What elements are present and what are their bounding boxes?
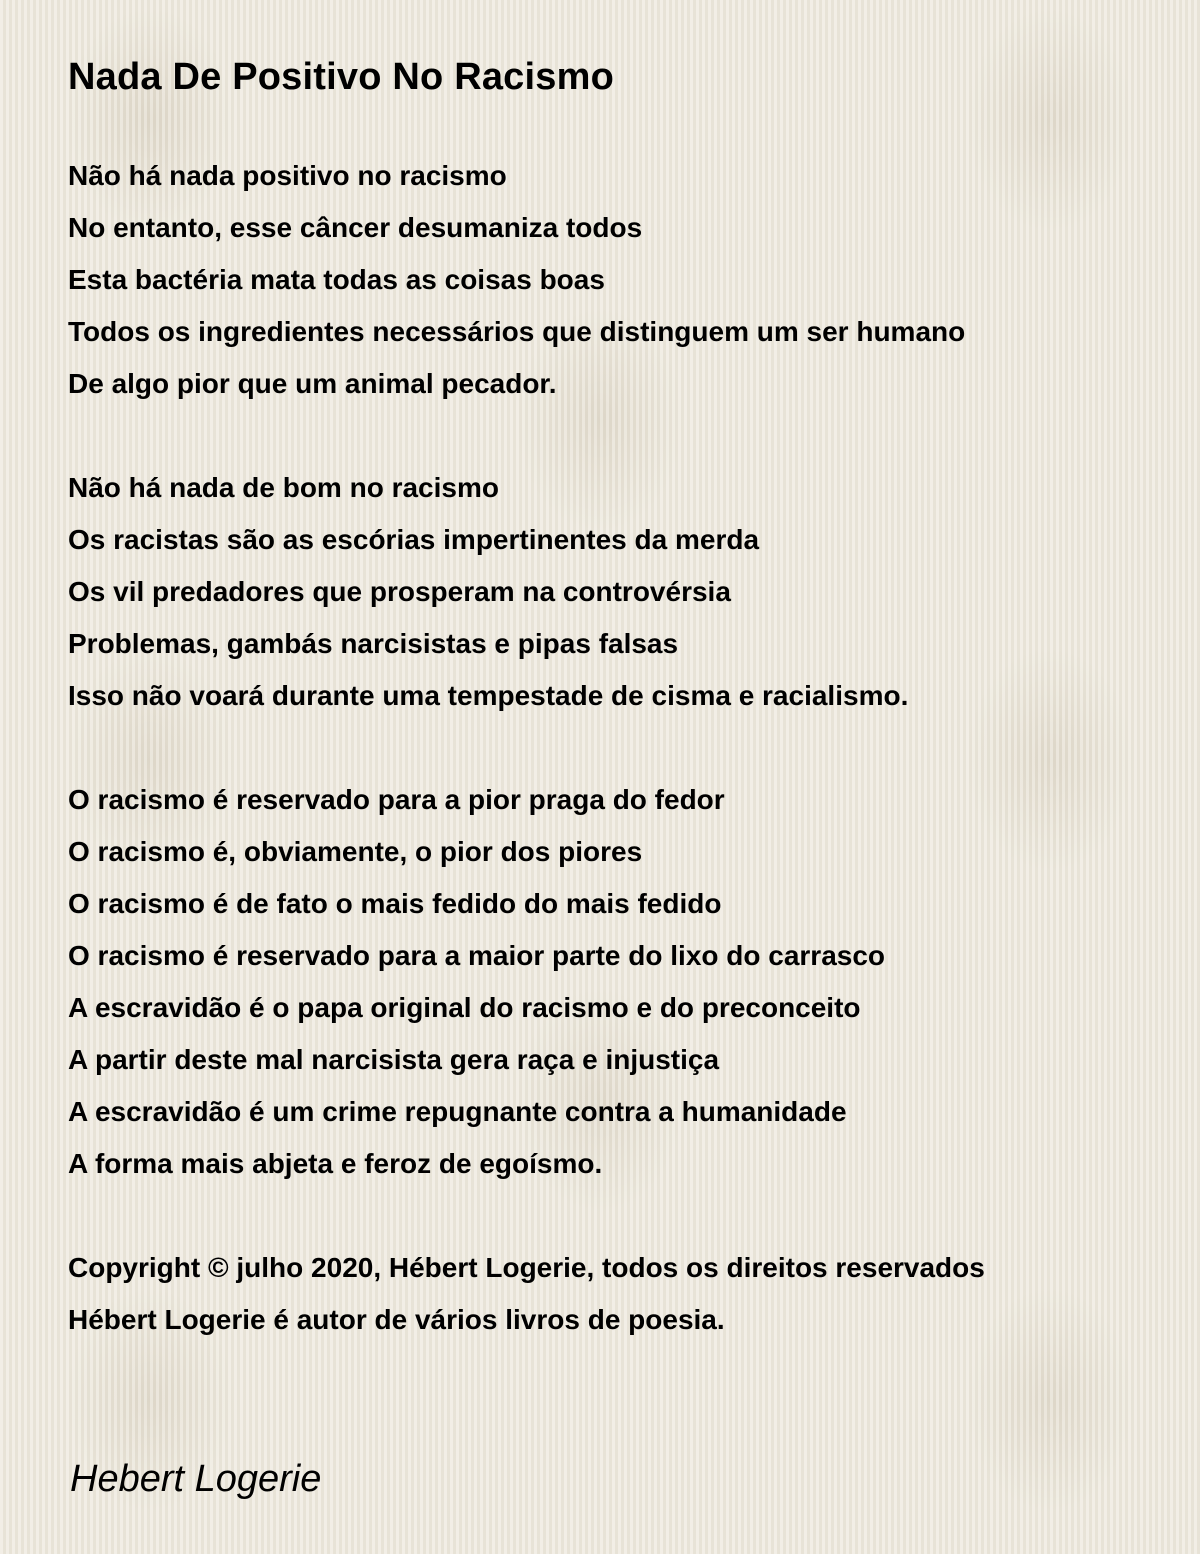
poem-line: Os vil predadores que prosperam na controvérsia <box>68 576 731 607</box>
poem-line: A escravidão é o papa original do racismo e do preconceito <box>68 992 861 1023</box>
poem-line: Não há nada de bom no racismo <box>68 472 499 503</box>
poem-line: Todos os ingredientes necessários que distinguem um ser humano <box>68 316 966 347</box>
stanza-2 <box>68 462 1188 722</box>
poem-line: Não há nada positivo no racismo <box>68 160 507 191</box>
poem-line: A partir deste mal narcisista gera raça e injustiça <box>68 1044 720 1075</box>
poem-line: A escravidão é um crime repugnante contra a humanidade <box>68 1096 847 1127</box>
poem-title: Nada De Positivo No Racismo <box>68 56 614 98</box>
poem-line: De algo pior que um animal pecador. <box>68 368 557 399</box>
author-signature: Hebert Logerie <box>70 1458 322 1500</box>
poem-line: Esta bactéria mata todas as coisas boas <box>68 264 605 295</box>
poem-line: O racismo é de fato o mais fedido do mais fedido <box>68 888 722 919</box>
poem-body <box>68 150 1188 1398</box>
author-bio-line: Hébert Logerie é autor de vários livros de poesia. <box>68 1304 725 1335</box>
poem-line: No entanto, esse câncer desumaniza todos <box>68 212 643 243</box>
poem-line: O racismo é, obviamente, o pior dos piores <box>68 836 643 867</box>
poem-line: Problemas, gambás narcisistas e pipas falsas <box>68 628 679 659</box>
poem-line: O racismo é reservado para a pior praga do fedor <box>68 784 725 815</box>
stanza-3 <box>68 774 1188 1190</box>
copyright-line: Copyright © julho 2020, Hébert Logerie, todos os direitos reservados <box>68 1252 985 1283</box>
poem-line: Os racistas são as escórias impertinentes da merda <box>68 524 760 555</box>
poem-line: A forma mais abjeta e feroz de egoísmo. <box>68 1148 603 1179</box>
poem-line: Isso não voará durante uma tempestade de cisma e racialismo. <box>68 680 909 711</box>
copyright-notice <box>68 1242 1188 1346</box>
stanza-1 <box>68 150 1188 410</box>
poem-line: O racismo é reservado para a maior parte do lixo do carrasco <box>68 940 886 971</box>
